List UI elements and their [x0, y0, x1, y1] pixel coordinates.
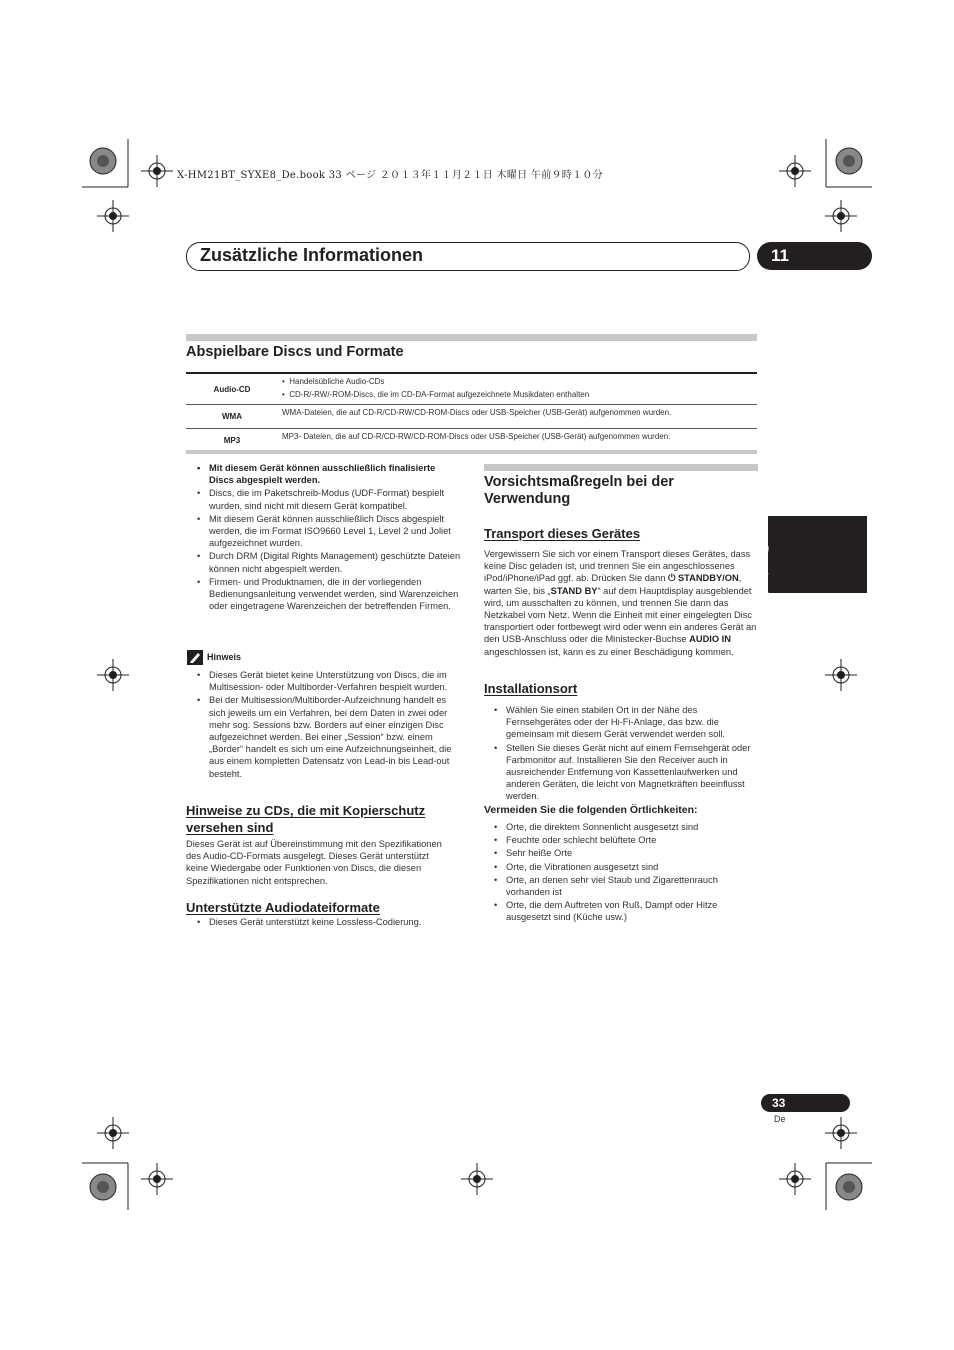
cell-text: Handelsübliche Audio-CDs — [289, 377, 385, 386]
text-run: angeschlossen ist, kann es zu einer Beschädigung kommen. — [484, 646, 734, 657]
list-item: • Orte, die direktem Sonnenlicht ausgesetzt sind — [494, 821, 759, 833]
section-rule — [186, 334, 757, 341]
heading-line: versehen sind — [186, 820, 274, 835]
discs-bullet-list — [197, 462, 462, 613]
audio-formats-heading: Unterstützte Audiodateiformate — [186, 900, 380, 915]
page-number: 33 — [761, 1094, 850, 1112]
installation-heading: Installationsort — [484, 681, 578, 696]
list-item: • Orte, die Vibrationen ausgesetzt sind — [494, 861, 759, 873]
file-info: X-HM21BT_SYXE8_De.book 33 ページ ２０１３年１１月２１日 木曜日 午前９時１０分 — [177, 170, 604, 181]
language-tab-label: Deutsch — [756, 545, 772, 601]
table-row — [186, 374, 757, 405]
section-rule — [186, 450, 757, 454]
table-row — [186, 405, 757, 429]
copy-protect-text: Dieses Gerät ist auf Übereinstimmung mit den Spezifikationen des Audio-CD-Formats ausgelegt. Dieses Gerät unterstützt keine Wiedergabe oder Funktionen von Discs, die diesen Spezifikationen nicht entsprechen. — [186, 839, 442, 886]
text-run: Vergewissern Sie sich vor einem Transport dieses Gerätes, dass keine Disc geladen ist, und trennen Sie ein angeschlossenes iPod/iPhone/iPad ggf. ab. Drücken Sie dann — [484, 549, 751, 584]
language-tab — [768, 516, 867, 593]
list-item: • Dieses Gerät unterstützt keine Lossless-Codierung. — [197, 916, 462, 928]
heading-line: Verwendung — [484, 491, 571, 507]
avoid-heading: Vermeiden Sie die folgenden Örtlichkeiten: — [484, 804, 698, 816]
copy-protect-heading — [186, 802, 466, 836]
list-item: • Feuchte oder schlecht belüftete Orte — [494, 834, 759, 846]
text-run: “ auf dem Hauptdisplay ausgeblendet wird, um ausschalten zu können, und trennen Sie dann das Netzkabel vom Netz. Wenn die Einheit mit einer eingelegten Disc transportiert oder fortbewegt wird oder wenn ein anderes Gerät an den USB-Anschluss oder die Ministecker-Buchse — [484, 585, 757, 645]
audio-formats-list — [197, 916, 462, 929]
list-item: • Discs, die im Paketschreib-Modus (UDF-Format) bespielt wurden, sind nicht mit diesem Gerät kompatibel. — [197, 487, 462, 511]
table-label: WMA — [222, 412, 242, 421]
formats-table — [186, 372, 757, 453]
standby-on-key: STANDBY/ON — [677, 573, 739, 584]
list-item: • Durch DRM (Digital Rights Management) geschützte Dateien können nicht abgespielt werden. — [197, 550, 462, 574]
text-run: , warten Sie, bis „ — [484, 573, 742, 596]
list-item: • Mit diesem Gerät können ausschließlich Discs abgespielt werden, die im Format ISO9660 Level 1, Level 2 und Joliet aufgezeichnet wurden. — [197, 513, 462, 550]
installation-bullet-list — [494, 704, 759, 804]
transport-text — [484, 548, 759, 658]
stand-by-display: STAND BY — [550, 585, 598, 596]
transport-heading: Transport dieses Gerätes — [484, 526, 641, 541]
list-item: • Sehr heiße Orte — [494, 847, 759, 859]
chapter-title: Zusätzliche Informationen — [200, 245, 424, 265]
list-item: • Firmen- und Produktnamen, die in der vorliegenden Bedienungsanleitung verwendet werden, sind Warenzeichen oder eingetragene Warenzeichen der betreffenden Firmen. — [197, 576, 462, 613]
chapter-number: 11 — [757, 242, 872, 270]
power-icon: ⏻ — [668, 573, 678, 584]
pencil-note-icon — [187, 650, 203, 665]
list-item: • Stellen Sie dieses Gerät nicht auf einem Fernsehgerät oder Farbmonitor auf. Installieren Sie den Receiver auch in ausreichender Entfernung von Kassettenlaufwerken und anderen Geräten, die leicht von Magnetkräften beeinflusst werden. — [494, 742, 759, 803]
table-cell: MP3- Dateien, die auf CD-R/CD-RW/CD-ROM-Discs oder USB-Speicher (USB-Gerät) aufgenommen wurden. — [282, 432, 671, 441]
table-cell: WMA-Dateien, die auf CD-R/CD-RW/CD-ROM-Discs oder USB-Speicher (USB-Gerät) aufgenommen wurden. — [282, 408, 672, 417]
precautions-heading — [484, 474, 674, 508]
hinweis-bullet-list — [197, 669, 462, 781]
list-item: • Orte, die dem Auftreten von Ruß, Dampf oder Hitze ausgesetzt sind (Küche usw.) — [494, 899, 759, 923]
table-label: Audio-CD — [213, 384, 251, 394]
cell-text: CD-R/-RW/-ROM-Discs, die im CD-DA-Format aufgezeichnete Musikdaten enthalten — [289, 389, 590, 399]
discs-heading: Abspielbare Discs und Formate — [186, 344, 404, 360]
table-row — [186, 429, 757, 451]
hinweis-label: Hinweis — [207, 652, 242, 662]
section-rule — [484, 464, 758, 471]
avoid-bullet-list — [494, 821, 759, 925]
audio-in-jack: AUDIO IN — [689, 634, 731, 645]
heading-line: Vorsichtsmaßregeln bei der — [484, 474, 674, 490]
heading-line: Hinweise zu CDs, die mit Kopierschutz — [186, 803, 426, 818]
table-cell — [278, 374, 757, 404]
list-item: • Dieses Gerät bietet keine Unterstützung von Discs, die im Multisession- oder Multiborder-Verfahren bespielt wurden. — [197, 669, 462, 693]
list-item: • Wählen Sie einen stabilen Ort in der Nähe des Fernsehgerätes oder der Hi-Fi-Anlage, das bzw. die gemeinsam mit diesem Gerät verwendet werden soll. — [494, 704, 759, 741]
list-item: • CD-R/-RW/-ROM-Discs, die im CD-DA-Format aufgezeichnete Musikdaten enthalten — [282, 389, 590, 399]
list-item: • Orte, an denen sehr viel Staub und Zigarettenrauch vorhanden ist — [494, 874, 759, 898]
table-label: MP3 — [223, 435, 241, 445]
list-item: • Handelsübliche Audio-CDs — [282, 377, 385, 386]
page-language: De — [774, 1114, 786, 1124]
list-item: • Bei der Multisession/Multiborder-Aufzeichnung handelt es sich jeweils um ein Verfahren, bei dem Daten in zwei oder mehr sog. Sessions bzw. Borders auf einer einzigen Disc aufgezeichnet werden. Bei einer „Session“ bzw. einem „Border“ handelt es sich um eine Aufzeichnungseinheit, die aus einem kompletten Datensatz von Lead-in bis Lead-out besteht. — [197, 694, 462, 779]
list-item: • Mit diesem Gerät können ausschließlich finalisierte Discs abgespielt werden. — [197, 462, 462, 486]
